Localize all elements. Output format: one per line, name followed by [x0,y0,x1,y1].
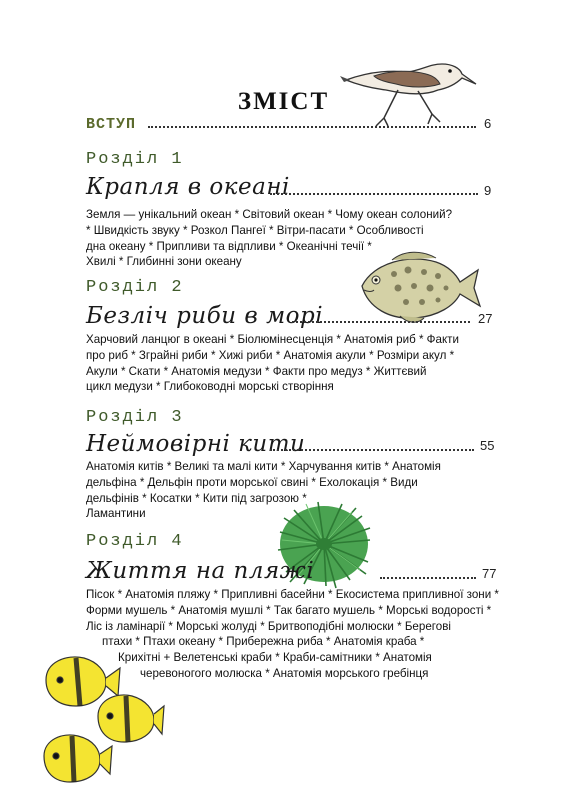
intro-leader-dots [148,126,476,128]
section-3-page-number: 55 [480,438,495,453]
topic-line: птахи * Птахи океану * Прибережна риба * Анатомія краба * [102,635,425,649]
topic-line: Земля — унікальний океан * Світовий океан * Чому океан солоний? [86,208,453,221]
spotted-fish-icon [352,248,482,326]
section-4-label: Розділ 4 [86,532,184,551]
topic-line: Акули * Скати * Анатомія медузи * Факти про медуз * Життєвий [86,364,427,378]
section-4-leader-dots [380,577,476,579]
section-2-topics [86,332,459,395]
section-1-title[interactable]: Крапля в океані [86,174,290,200]
section-3-topics [86,459,441,522]
butterflyfish-icon [36,650,166,790]
topic-line: про риб * Зграйні риби * Хижі риби * Анатомія акули * Розміри акул * [86,348,455,362]
section-4-page-number: 77 [482,566,497,581]
section-2-leader-dots [292,321,470,323]
topic-line: Пісок * Анатомія пляжу * Припливні басейни * Екосистема припливної зони * [86,588,499,601]
topic-line: Анатомія китів * Великі та малі кити * Харчування китів * Анатомія [86,460,441,473]
topic-line: Хвилі * Глибинні зони океану [86,255,242,269]
section-3-label: Розділ 3 [86,408,184,427]
intro-page-number: 6 [484,116,492,131]
topic-line: Форми мушель * Анатомія мушлі * Так багато мушель * Морські водорості * [86,603,492,617]
topic-line: дна океану * Припливи та відпливи * Океанічні течії * [86,239,372,253]
intro-label[interactable]: ВСТУП [86,116,137,133]
sandpiper-bird-icon [338,44,478,128]
section-2-label: Розділ 2 [86,278,184,297]
topic-line: дельфінів * Косатки * Кити під загрозою * [86,491,307,505]
topic-line: черевоногого молюска * Анатомія морського гребінця [140,666,429,680]
topic-line: Крихітні + Велетенські краби * Краби-самітники * Анатомія [118,651,432,665]
topic-line: цикл медузи * Глибоководні морські створіння [86,380,334,394]
section-2-title[interactable]: Безліч риби в морі [86,303,324,329]
section-4-title[interactable]: Життя на пляжі [86,558,315,584]
topic-line: * Швидкість звуку * Розкол Пангеї * Вітри-пасати * Особливості [86,223,424,237]
section-1-page-number: 9 [484,183,492,198]
section-3-leader-dots [270,449,474,451]
topic-line: Харчовий ланцюг в океані * Біолюмінесценція * Анатомія риб * Факти [86,333,459,346]
section-2-page-number: 27 [478,311,493,326]
section-3-title[interactable]: Неймовірні кити [86,431,306,457]
page-title: ЗМІСТ [237,88,330,115]
section-1-label: Розділ 1 [86,150,184,169]
topic-line: Ламантини [86,507,146,521]
section-1-leader-dots [270,193,478,195]
topic-line: дельфіна * Дельфін проти морської свині * Ехолокація * Види [86,475,418,489]
topic-line: Ліс із ламінарії * Морські жолуді * Бритвоподібні молюски * Берегові [86,619,451,633]
